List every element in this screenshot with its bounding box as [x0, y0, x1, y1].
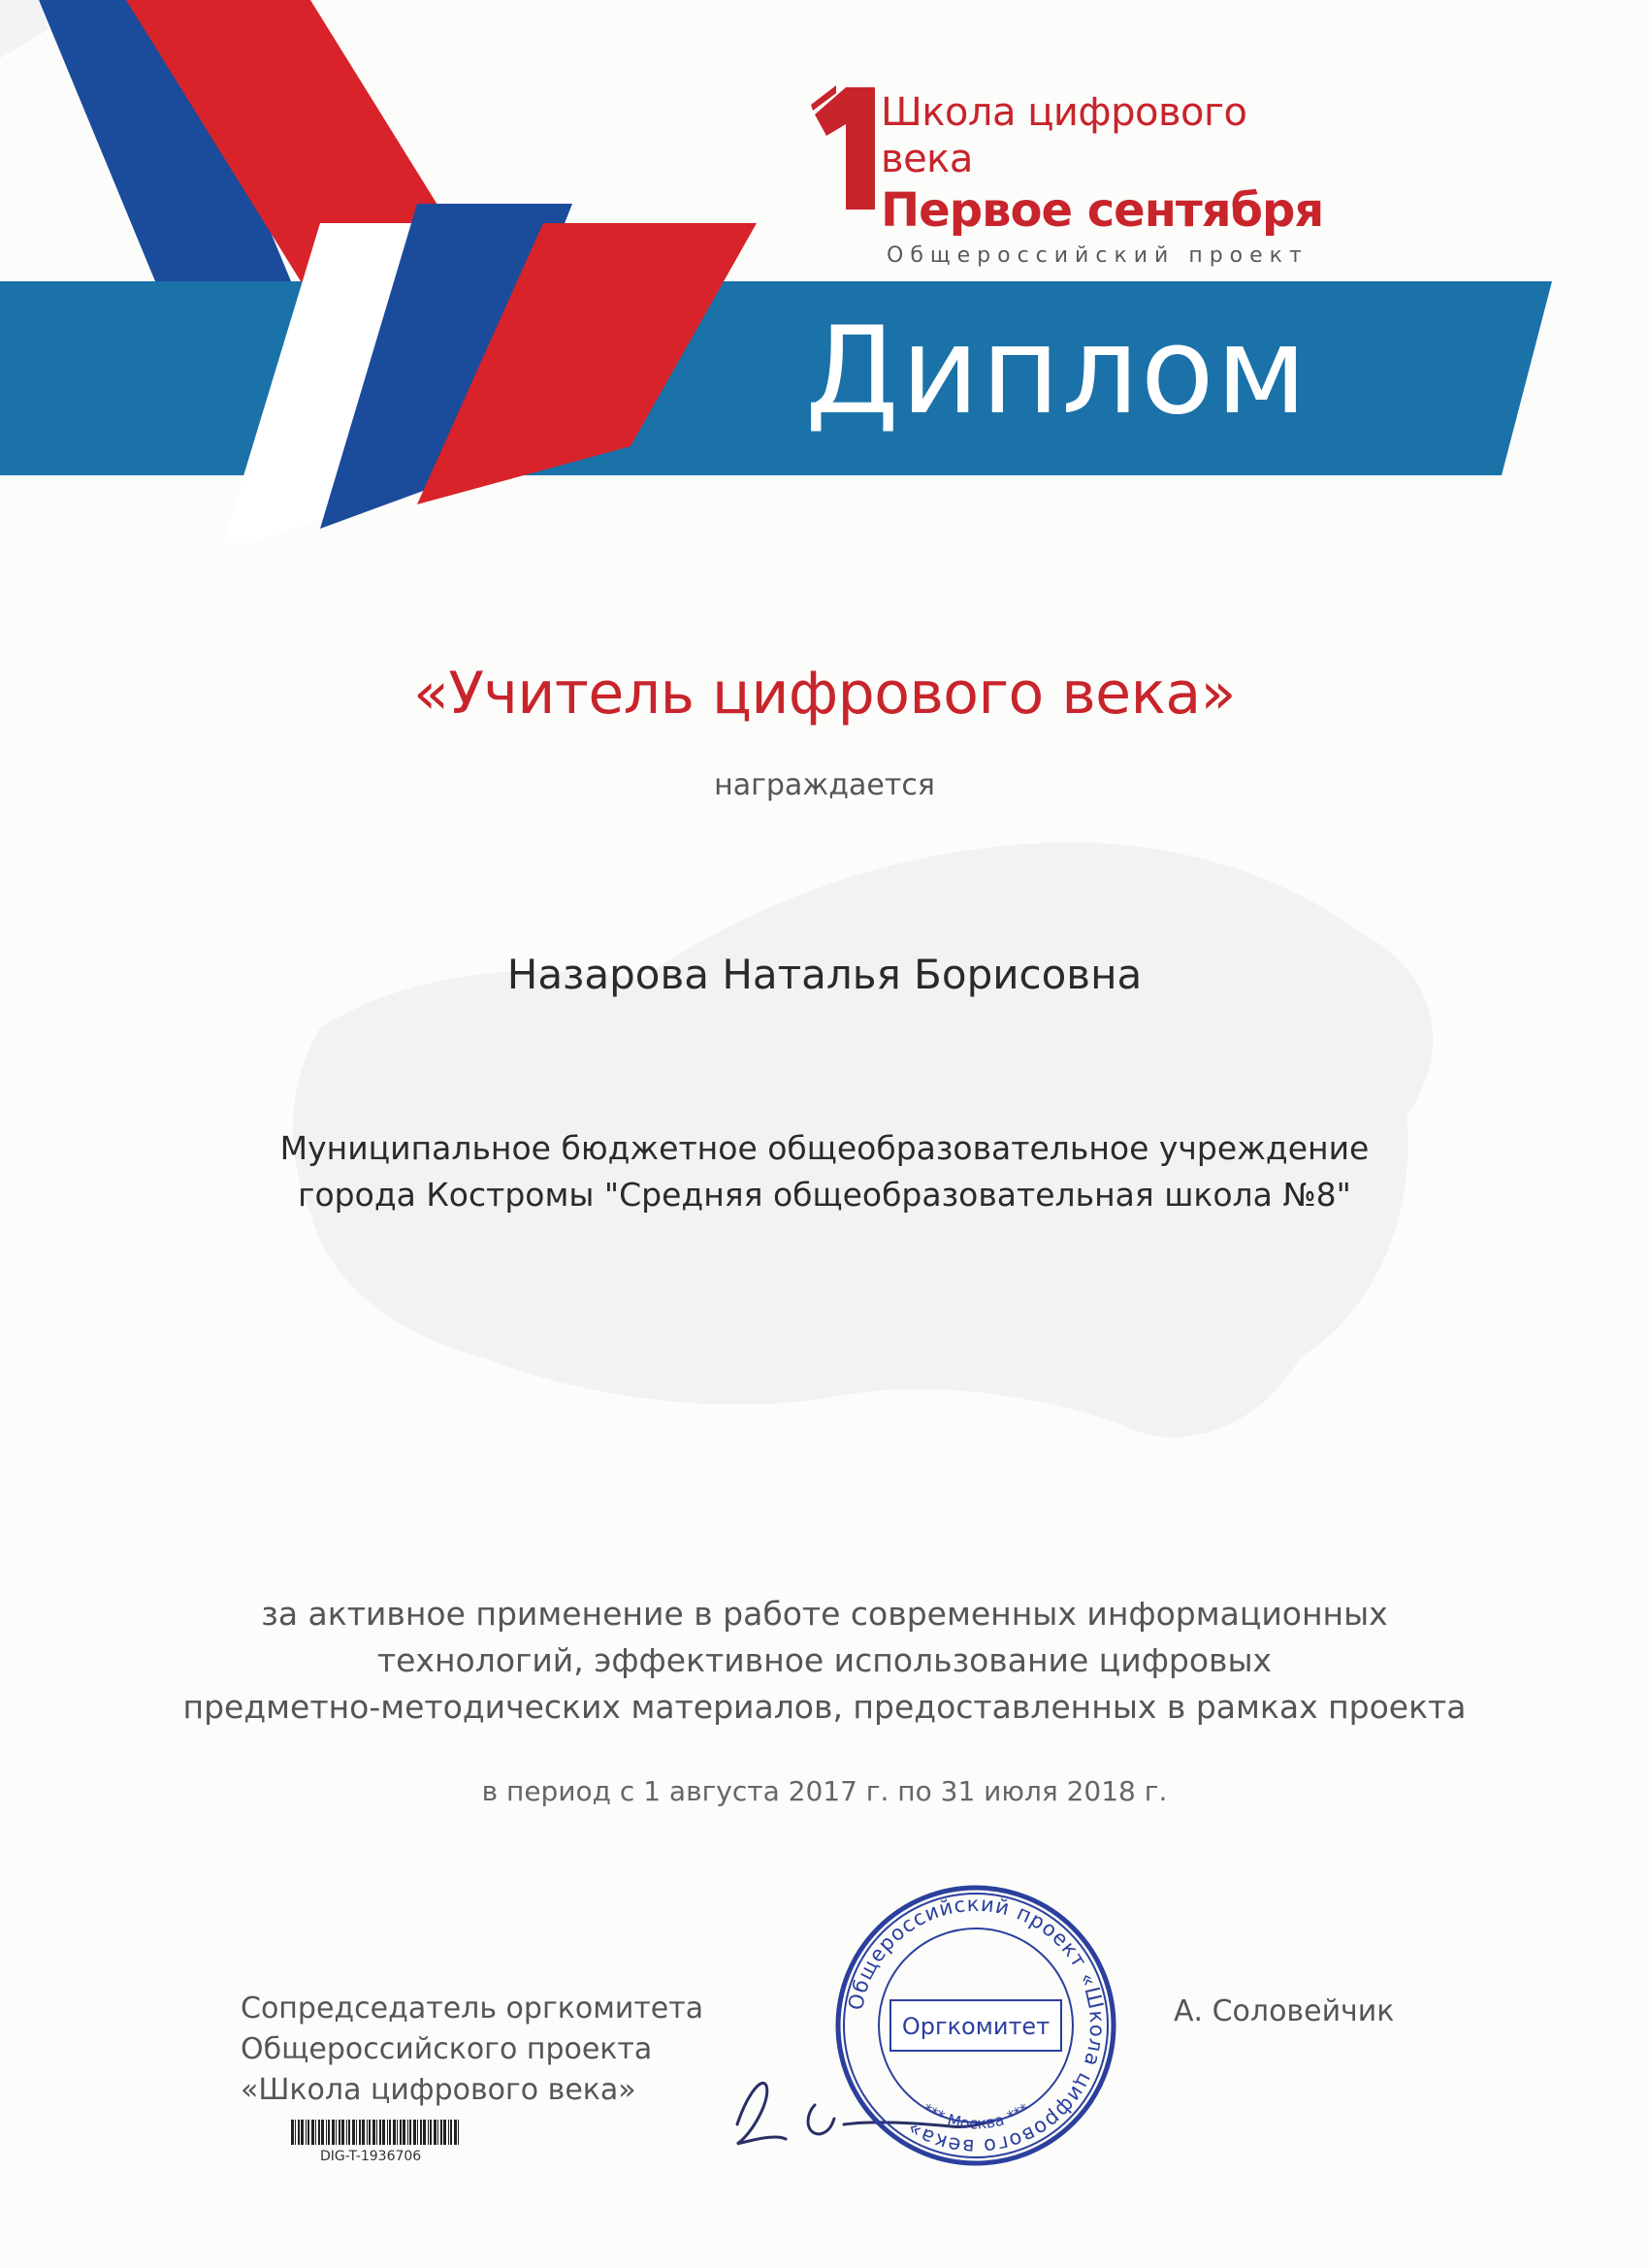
signatory-title: [241, 1989, 703, 2111]
barcode-bar: [413, 2120, 416, 2145]
barcode-bar: [326, 2120, 327, 2145]
barcode-bar: [341, 2120, 344, 2145]
barcode-bar: [397, 2120, 398, 2145]
barcode-id: DIG-T-1936706: [320, 2149, 422, 2164]
recipient-name: Назарова Наталья Борисовна: [506, 951, 1143, 998]
stamp-ring-text: Общероссийский проект «Школа цифрового века»: [843, 1892, 1110, 2159]
awarded-label: награждается: [714, 768, 935, 802]
organization-line: города Костромы "Средняя общеобразовательная школа №8": [298, 1176, 1351, 1214]
barcode-bar: [450, 2120, 452, 2145]
stamp-center-text: Оргкомитет: [901, 2013, 1051, 2040]
barcode: [289, 2120, 464, 2147]
barcode-bar: [339, 2120, 340, 2145]
first-september-logo-icon: [807, 85, 881, 211]
logo-block: [881, 89, 1346, 274]
barcode-bar: [430, 2120, 432, 2145]
organization: [0, 1125, 1649, 1218]
organization-line: Муниципальное бюджетное общеобразовательное учреждение: [279, 1129, 1370, 1167]
barcode-bar: [318, 2120, 320, 2145]
barcode-bar: [291, 2120, 294, 2145]
award-period: в период с 1 августа 2017 г. по 31 июля 2018 г.: [481, 1775, 1168, 1807]
barcode-bar: [437, 2120, 438, 2145]
barcode-bar: [420, 2120, 422, 2145]
corner-fold: [0, 0, 48, 58]
barcode-bar: [311, 2120, 314, 2145]
barcode-bar: [407, 2120, 408, 2145]
barcode-bar: [306, 2120, 307, 2145]
barcode-bar: [348, 2120, 350, 2145]
barcode-bar: [403, 2120, 405, 2145]
barcode-bar: [440, 2120, 442, 2145]
barcode-bar: [321, 2120, 324, 2145]
barcode-bar: [301, 2120, 304, 2145]
barcode-bar: [400, 2120, 402, 2145]
barcode-bar: [454, 2120, 457, 2145]
signatory-name: А. Соловейчик: [1174, 1994, 1395, 2028]
barcode-bar: [307, 2120, 309, 2145]
barcode-bar: [393, 2120, 396, 2145]
flag-ribbon-decoration: [0, 0, 1649, 543]
barcode-bar: [376, 2120, 377, 2145]
barcode-bar: [352, 2120, 355, 2145]
barcode-bar: [315, 2120, 316, 2145]
barcode-bar: [409, 2120, 411, 2145]
barcode-bar: [332, 2120, 335, 2145]
barcode-bar: [417, 2120, 418, 2145]
organizing-committee-stamp: [830, 1880, 1121, 2171]
barcode-bar: [328, 2120, 330, 2145]
barcode-bar: [359, 2120, 361, 2145]
barcode-bar: [428, 2120, 429, 2145]
signatory-title-line: Общероссийского проекта: [241, 2032, 653, 2066]
logo-line1: Школа цифрового века: [881, 90, 1247, 181]
barcode-bar: [369, 2120, 371, 2145]
stamp-bottom-text: *** Москва ***: [919, 2099, 1033, 2133]
signatory-title-line: «Школа цифрового века»: [241, 2073, 636, 2107]
diploma-title: Диплом: [805, 302, 1310, 441]
barcode-bar: [336, 2120, 337, 2145]
barcode-bar: [367, 2120, 368, 2145]
reason-line: предметно-методических материалов, предоставленных в рамках проекта: [182, 1688, 1467, 1726]
barcode-bar: [372, 2120, 375, 2145]
barcode-bar: [389, 2120, 391, 2145]
barcode-bar: [443, 2120, 446, 2145]
nomination-title: «Учитель цифрового века»: [413, 660, 1236, 728]
barcode-bar: [346, 2120, 347, 2145]
logo-line3: Общероссийский проект: [887, 243, 1309, 268]
barcode-bar: [298, 2120, 300, 2145]
barcode-bar: [382, 2120, 385, 2145]
barcode-bar: [434, 2120, 436, 2145]
signatory-title-line: Сопредседатель оргкомитета: [241, 1992, 704, 2025]
barcode-bar: [356, 2120, 357, 2145]
barcode-bar: [458, 2120, 459, 2145]
barcode-bar: [379, 2120, 381, 2145]
barcode-bar: [423, 2120, 426, 2145]
barcode-bar: [362, 2120, 365, 2145]
reason-line: технологий, эффективное использование цифровых: [376, 1641, 1273, 1679]
barcode-bar: [295, 2120, 296, 2145]
barcode-bar: [448, 2120, 449, 2145]
barcode-bar: [387, 2120, 388, 2145]
reason-line: за активное применение в работе современных информационных: [261, 1595, 1388, 1633]
award-reason: [0, 1591, 1649, 1731]
svg-text:*** Москва ***: [920, 2099, 1033, 2132]
logo-line2: Первое сентября: [881, 183, 1324, 238]
